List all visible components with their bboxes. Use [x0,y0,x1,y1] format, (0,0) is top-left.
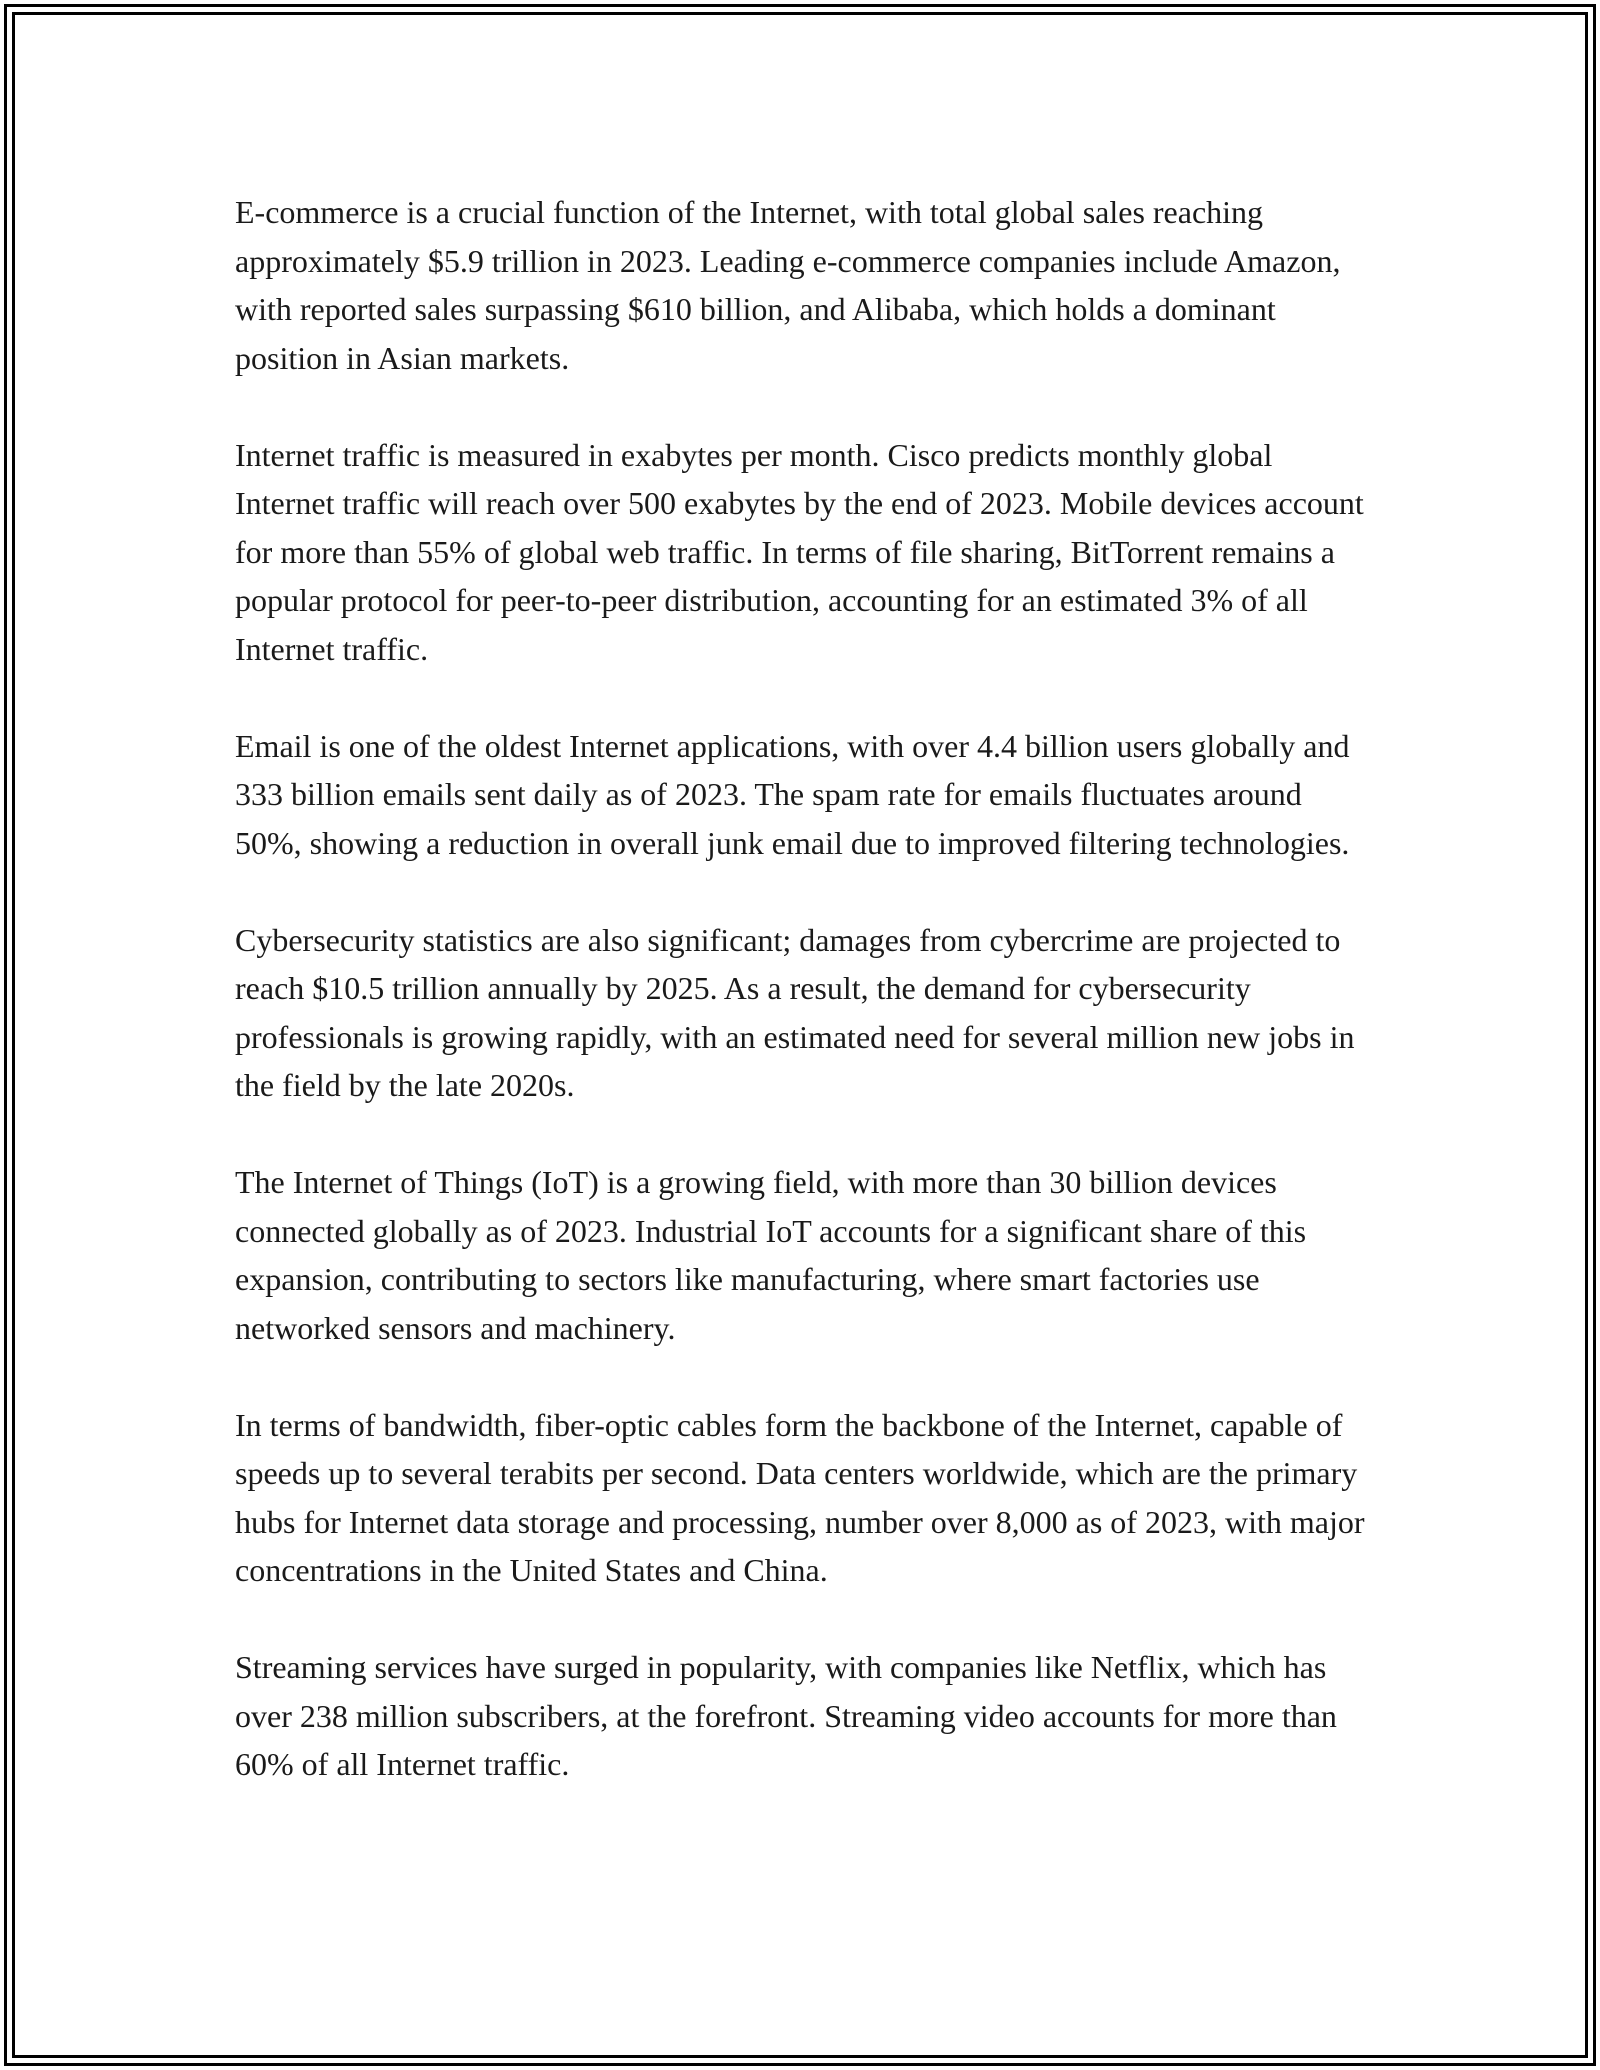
paragraph-email: Email is one of the oldest Internet applications, with over 4.4 billion users globally and 333 billion emails sent daily as of 2023. The spam rate for emails fluctuates around 50%, showing a reduction in overall junk email due to improved filtering technologies. [235,727,1350,861]
paragraph-cybersecurity: Cybersecurity statistics are also significant; damages from cybercrime are projected to reach $10.5 trillion annually by 2025. As a result, the demand for cybersecurity professionals is growing rapidly, with an estimated need for several million new jobs in the field by the late 2020s. [235,921,1355,1103]
paragraph-internet-traffic: Internet traffic is measured in exabytes per month. Cisco predicts monthly global Internet traffic will reach over 500 exabytes by the end of 2023. Mobile devices account for more than 55% of global web traffic. In terms of file sharing, BitTorrent remains a popular protocol for peer-to-peer distribution, accounting for an estimated 3% of all Internet traffic. [235,436,1364,667]
document-body [235,188,1370,1837]
paragraph-streaming: Streaming services have surged in popularity, with companies like Netflix, which has over 238 million subscribers, at the forefront. Streaming video accounts for more than 60% of all Internet traffic. [235,1649,1337,1782]
paragraph-ecommerce: E-commerce is a crucial function of the Internet, with total global sales reaching approximately $5.9 trillion in 2023. Leading e-commerce companies include Amazon, with reported sales surpassing $610 billion, and Alibaba, which holds a dominant position in Asian markets. [235,194,1341,376]
paragraph-iot: The Internet of Things (IoT) is a growing field, with more than 30 billion devices connected globally as of 2023. Industrial IoT accounts for a significant share of this expansion, contributing to sectors like manufacturing, where smart factories use networked sensors and machinery. [235,1164,1307,1346]
paragraph-bandwidth: In terms of bandwidth, fiber-optic cables form the backbone of the Internet, capable of speeds up to several terabits per second. Data centers worldwide, which are the primary hubs for Internet data storage and processing, number over 8,000 as of 2023, with major concentrations in the United States and China. [235,1406,1365,1588]
